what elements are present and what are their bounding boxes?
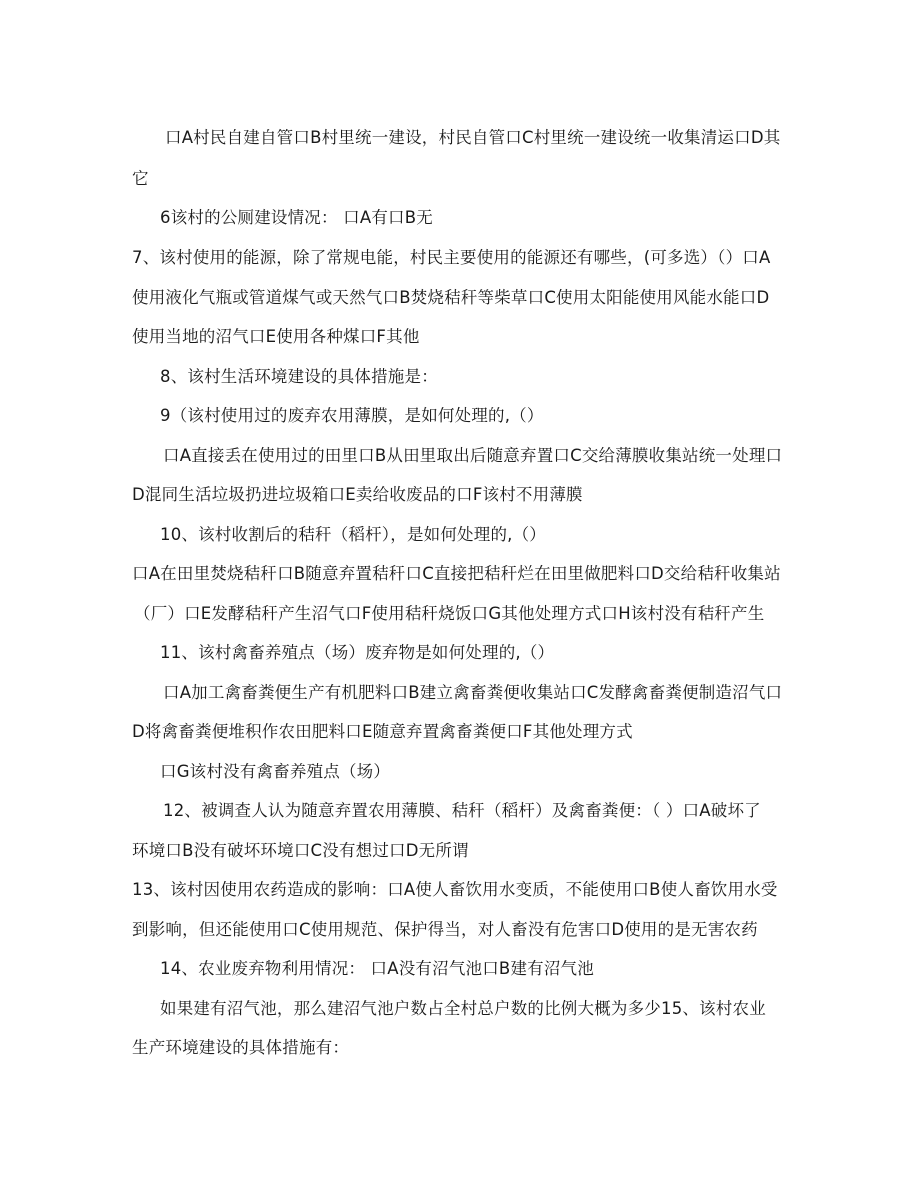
text-line-3: 6该村的公厕建设情况： 口A有口B无 bbox=[160, 208, 433, 227]
text-line-4: 7、该村使用的能源，除了常规电能，村民主要使用的能源还有哪些，(可多选）（）口A bbox=[132, 248, 771, 267]
text-line-12: 口A在田里焚烧秸秆口B随意弃置秸秆口C直接把秸秆烂在田里做肥料口D交给秸秆收集站 bbox=[132, 564, 781, 583]
text-line-24: 生产环境建设的具体措施有： bbox=[132, 1038, 350, 1057]
text-line-23: 如果建有沼气池，那么建沼气池户数占全村总户数的比例大概为多少15、该村农业 bbox=[160, 999, 766, 1018]
text-line-11: 10、该村收割后的秸秆（稻杆），是如何处理的,（） bbox=[160, 525, 546, 544]
text-line-1: 口A村民自建自管口B村里统一建设，村民自管口C村里统一建设统一收集清运口D其 bbox=[165, 128, 781, 147]
text-line-10: D混同生活垃圾扔进垃圾箱口E卖给收废品的口F该村不用薄膜 bbox=[132, 485, 583, 504]
text-line-2: 它 bbox=[132, 169, 149, 188]
text-line-8: 9（该村使用过的废弃农用薄膜，是如何处理的,（） bbox=[160, 406, 544, 425]
text-line-17: 口G该村没有禽畜养殖点（场） bbox=[160, 762, 391, 781]
text-line-21: 到影响，但还能使用口C使用规范、保护得当，对人畜没有危害口D使用的是无害农药 bbox=[132, 920, 758, 939]
text-line-14: 11、该村禽畜养殖点（场）废弃物是如何处理的,（） bbox=[160, 643, 555, 662]
text-line-16: D将禽畜粪便堆积作农田肥料口E随意弃置禽畜粪便口F其他处理方式 bbox=[132, 722, 633, 741]
text-line-22: 14、农业废弃物利用情况： 口A没有沼气池口B建有沼气池 bbox=[160, 959, 594, 978]
text-line-15: 口A加工禽畜粪便生产有机肥料口B建立禽畜粪便收集站口C发酵禽畜粪便制造沼气口 bbox=[163, 683, 783, 702]
text-line-6: 使用当地的沼气口E使用各种煤口F其他 bbox=[132, 327, 420, 346]
text-line-18: 12、被调查人认为随意弃置农用薄膜、秸秆（稻杆）及禽畜粪便：（ ）口A破坏了 bbox=[163, 801, 761, 820]
text-line-9: 口A直接丢在使用过的田里口B从田里取出后随意弃置口C交给薄膜收集站统一处理口 bbox=[163, 446, 783, 465]
text-line-19: 环境口B没有破坏环境口C没有想过口D无所谓 bbox=[132, 841, 469, 860]
text-line-7: 8、该村生活环境建设的具体措施是： bbox=[160, 367, 438, 386]
text-line-13: （厂）口E发酵秸秆产生沼气口F使用秸秆烧饭口G其他处理方式口H该村没有秸秆产生 bbox=[134, 604, 765, 623]
text-line-20: 13、该村因使用农药造成的影响：口A使人畜饮用水变质，不能使用口B使人畜饮用水受 bbox=[132, 880, 778, 899]
text-line-5: 使用液化气瓶或管道煤气或天然气口B焚烧秸秆等柴草口C使用太阳能使用风能水能口D bbox=[132, 288, 770, 307]
